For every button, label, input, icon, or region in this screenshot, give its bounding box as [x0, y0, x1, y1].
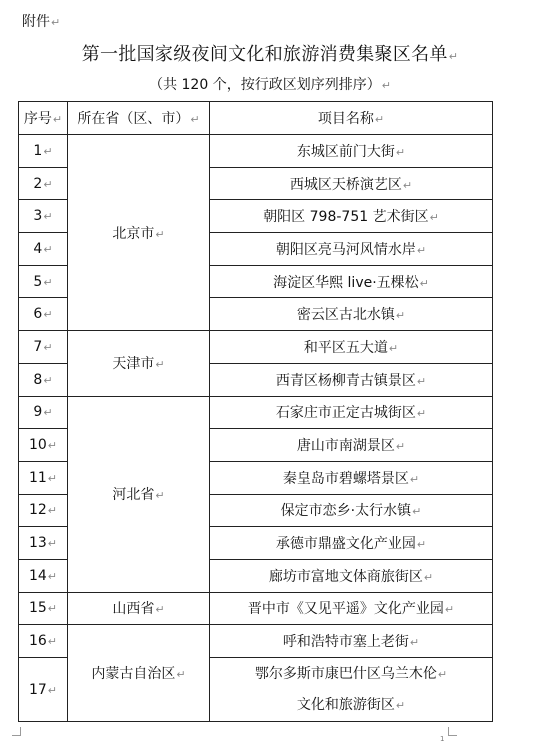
project-name-cell: 晋中市《又见平遥》文化产业园↵: [210, 592, 493, 625]
project-name-cell: 和平区五大道↵: [210, 331, 493, 364]
table-row: [19, 592, 493, 625]
project-name-cell: 承德市鼎盛文化产业园↵: [210, 527, 493, 560]
row-number: 4↵: [19, 233, 68, 266]
row-number: 11↵: [19, 461, 68, 494]
row-number: 15↵: [19, 592, 68, 625]
margin-corner-mark: [448, 727, 457, 736]
row-number: 1↵: [19, 135, 68, 168]
attachment-label: 附件↵: [22, 14, 61, 30]
province-cell: 内蒙古自治区↵: [68, 625, 210, 722]
project-name-cell: 海淀区华熙 live·五棵松↵: [210, 265, 493, 298]
header-number: 序号↵: [19, 102, 68, 135]
header-province: 所在省（区、市）↵: [68, 102, 210, 135]
row-number: 12↵: [19, 494, 68, 527]
row-number: 13↵: [19, 527, 68, 560]
project-name-cell: 朝阳区亮马河风情水岸↵: [210, 233, 493, 266]
row-number: 2↵: [19, 167, 68, 200]
province-cell: 山西省↵: [68, 592, 210, 625]
paragraph-mark: ↵: [448, 50, 459, 63]
province-cell: 北京市↵: [68, 135, 210, 331]
project-name-cell: 西青区杨柳青古镇景区↵: [210, 363, 493, 396]
document-subtitle: （共 120 个，按行政区划序列排序）↵: [149, 77, 391, 93]
row-number: 7↵: [19, 331, 68, 364]
row-number: 17↵: [19, 658, 68, 722]
district-table: [18, 101, 493, 722]
row-number: 14↵: [19, 559, 68, 592]
table-row: [19, 625, 493, 658]
project-name-cell: 廊坊市富地文体商旅街区↵: [210, 559, 493, 592]
project-name-cell: 秦皇岛市碧螺塔景区↵: [210, 461, 493, 494]
table-row: [19, 396, 493, 429]
document-title: 第一批国家级夜间文化和旅游消费集聚区名单↵: [81, 44, 459, 65]
project-name-cell: 呼和浩特市塞上老街↵: [210, 625, 493, 658]
row-number: 5↵: [19, 265, 68, 298]
row-number: 8↵: [19, 363, 68, 396]
table-body: [19, 135, 493, 722]
margin-corner-mark: [12, 727, 21, 736]
project-name-cell: 保定市恋乡·太行水镇↵: [210, 494, 493, 527]
project-name-cell: 东城区前门大街↵: [210, 135, 493, 168]
province-cell: 河北省↵: [68, 396, 210, 592]
project-name-cell: 密云区古北水镇↵: [210, 298, 493, 331]
page-number: 1: [440, 735, 445, 743]
project-name-cell: 西城区天桥演艺区↵: [210, 167, 493, 200]
row-number: 9↵: [19, 396, 68, 429]
row-number: 10↵: [19, 429, 68, 462]
header-project-name: 项目名称↵: [210, 102, 493, 135]
row-number: 6↵: [19, 298, 68, 331]
project-name-cell: 唐山市南湖景区↵: [210, 429, 493, 462]
table-row: [19, 331, 493, 364]
project-name-cell: 石家庄市正定古城街区↵: [210, 396, 493, 429]
table-row: [19, 135, 493, 168]
paragraph-mark: ↵: [381, 79, 391, 92]
table-header-row: [19, 102, 493, 135]
row-number: 16↵: [19, 625, 68, 658]
province-cell: 天津市↵: [68, 331, 210, 396]
row-number: 3↵: [19, 200, 68, 233]
paragraph-mark: ↵: [51, 16, 61, 29]
project-name-cell: 鄂尔多斯市康巴什区乌兰木伦↵ 文化和旅游街区↵: [210, 658, 493, 722]
project-name-cell: 朝阳区 798-751 艺术街区↵: [210, 200, 493, 233]
